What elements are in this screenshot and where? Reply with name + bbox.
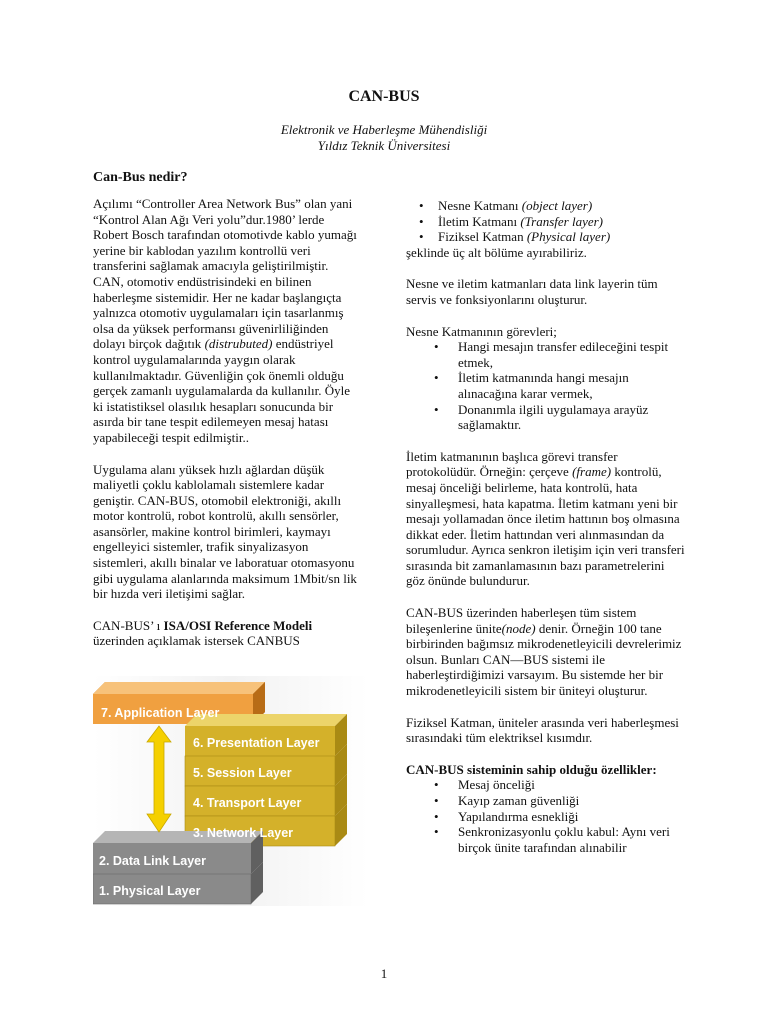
osi-intro-start: CAN-BUS’ ı [93, 617, 161, 633]
task-list [406, 339, 686, 433]
layer-4-label: 4. Transport Layer [193, 796, 302, 810]
list-item: • Yapılandırma esnekliği [406, 809, 686, 825]
section-heading: Can-Bus nedir? [93, 170, 188, 185]
intro-paragraph [93, 196, 358, 446]
features-heading-text: CAN-BUS sisteminin sahip olduğu özellikler: [406, 761, 657, 777]
subtitle-university: Yıldız Teknik Üniversitesi [317, 138, 451, 153]
node-text: CAN-BUS üzerinden haberleşen tüm sistem bileşenlerine ünite [406, 605, 637, 636]
osi-intro-paragraph [93, 618, 358, 649]
application-paragraph: Uygulama alanı yüksek hızlı ağlardan düşük maliyetli çoklu kablolamalı sistemlere kadar geniştir. CAN-BUS, otomobil elektroniği, akıllı motor kontrolü, robot kontrolü, akıllı sensörler, asansörler, makine kontrol birimleri, kaymayı engelleyici sistemler, trafik sinyalizasyon sistemleri, akıllı binalar ve laboratuar otomasyonu gibi uygulama alanlarında maksimum 1Mbit/sn lik bir hızda veri iletişimi sağlar. [93, 461, 357, 602]
layers-summary: şeklinde üç alt bölüme ayırabiliriz. [406, 244, 587, 260]
osi-layer-diagram [93, 676, 368, 906]
layer-1-label: 1. Physical Layer [99, 884, 201, 898]
list-item-italic: (object layer) [521, 198, 593, 213]
subtitle-department: Elektronik ve Haberleşme Mühendisliği [280, 122, 488, 137]
list-item: • Senkronizasyonlu çoklu kabul: Aynı veri birçok ünite tarafından alınabilir [406, 824, 686, 855]
list-item-text: Fiziksel Katman [438, 229, 524, 245]
list-item [406, 198, 686, 214]
list-item [406, 214, 686, 230]
feature-list [406, 777, 686, 855]
features-heading [406, 762, 686, 778]
layer-2-label: 2. Data Link Layer [99, 854, 206, 868]
layer-7-label: 7. Application Layer [101, 706, 220, 720]
layer-5-label: 5. Session Layer [193, 766, 292, 780]
transfer-layer-paragraph [406, 449, 686, 589]
intro-text-end: endüstriyel kontrol uygulamalarında yaygın olarak kullanılmaktadır. Güvenliğin çok önemli olduğu gerçek zamanlı uygulamalarda da kullanılır. Öyle ki istatistiksel olasılık hesapları sonucunda bir asırda bir tane tespit edilemeyen mesaj hatası yapabileceği tespit edilmiştir.. [93, 336, 351, 445]
page-title: CAN-BUS [348, 88, 420, 105]
layer-6-label: 6. Presentation Layer [193, 736, 320, 750]
physical-layer-paragraph: Fiziksel Katman, üniteler arasında veri haberleşmesi sırasındaki tüm elektriksel kısımdır. [406, 714, 679, 746]
list-item-text: Nesne Katmanı [438, 198, 519, 213]
list-item: • Mesaj önceliği [406, 777, 686, 793]
object-layer-tasks-heading: Nesne Katmanının görevleri; [406, 323, 557, 339]
node-italic: (node) [501, 620, 536, 636]
intro-italic: (distrubuted) [204, 336, 273, 352]
transfer-text: İletim katmanının başlıca görevi transfer protokolüdür. Örneğin: çerçeve [406, 448, 618, 480]
node-paragraph [406, 605, 686, 699]
list-item-text: İletim Katmanı [438, 213, 518, 229]
osi-intro-end: üzerinden açıklamak istersek CANBUS [93, 633, 300, 649]
layer-list [406, 198, 686, 245]
intro-text: Açılımı “Controller Area Network Bus” olan yani “Kontrol Alan Ağı Veri yolu”dur.1980’ lerde Robert Bosch tarafından otomotivde kablo yumağı yerine bir kablodan yazılım kontrollü veri transferini sağlamak amacıyla geliştirilmiştir. CAN, otomotiv endüstrisindeki en bilinen haberleşme sistemidir. Her ne kadar başlangıçta yalnızca otomotiv uygulamaları için tasarlanmış olsa da yüksek performansı güvenirliliğinden dolayı birçok dağıtık [93, 196, 357, 352]
list-item-italic: (Transfer layer) [520, 213, 604, 229]
list-item-italic: (Physical layer) [526, 229, 611, 245]
node-text-end: denir. Örneğin 100 tane birbirinden bağımsız mikrodenetleyicili devrelerimiz olsun. Bunları CAN—BUS sistemi ile haberleştirdiğimizi varsayım. Bu sistemde her bir mikrodenetleyicili sistem bir üniteyi oluşturur. [406, 620, 682, 699]
data-link-paragraph: Nesne ve iletim katmanları data link layerin tüm servis ve fonksiyonlarını oluşturur. [406, 276, 658, 307]
osi-intro-bold: ISA/OSI Reference Modeli [163, 617, 313, 633]
transfer-text-end: kontrolü, mesaj önceliği belirleme, hata kontrolü, hata sinyalleşmesi, hata kapatma. İletim katmanı yeni bir mesajı yollamadan önce iletim hattının boş olmasına dikkat eder. İletim hattından veri alınmasından da sorumludur. Ayrıca senkron iletişim için veri transferi sırasında bit zamanlamasının bazı parametrelerini göz önünde bulundurur. [406, 464, 685, 589]
right-column [406, 198, 686, 855]
list-item: • Kayıp zaman güvenliği [406, 793, 686, 809]
list-item: • Hangi mesajın transfer edileceğini tespit etmek, [406, 339, 686, 370]
layer-3-label: 3. Network Layer [193, 826, 294, 840]
transfer-italic: (frame) [572, 464, 612, 480]
subtitle [0, 122, 768, 154]
page-number: 1 [380, 966, 388, 981]
list-item [406, 229, 686, 245]
list-item: • Donanımla ilgili uygulamaya arayüz sağlamaktır. [406, 402, 686, 433]
left-column [93, 196, 358, 649]
list-item: • İletim katmanında hangi mesajın alınacağına karar vermek, [406, 370, 686, 401]
